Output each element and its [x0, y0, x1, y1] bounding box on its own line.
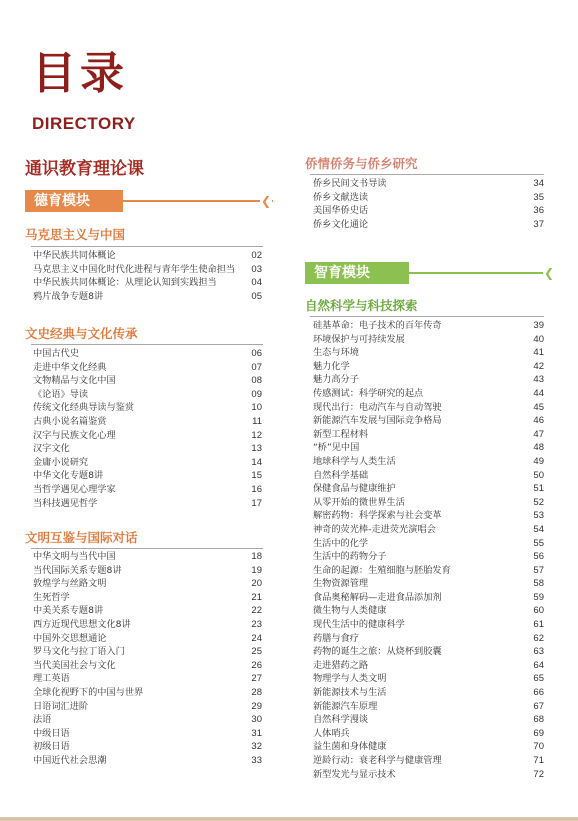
- item-title: 微生物与人类健康: [313, 605, 387, 617]
- item-page: 42: [533, 360, 544, 372]
- item-page: 70: [533, 741, 544, 753]
- item-page: 32: [251, 741, 262, 753]
- item-title: 文物精品与文化中国: [33, 375, 116, 387]
- section-heading-science: 自然科学与科技探索: [305, 298, 418, 313]
- item-page: 13: [251, 443, 262, 455]
- item-page: 56: [533, 551, 544, 563]
- item-page: 64: [533, 659, 544, 671]
- item-title: 走进中华文化经典: [33, 361, 107, 373]
- item-title: 环境保护与可持续发展: [313, 333, 405, 345]
- list-item[interactable]: [313, 455, 544, 469]
- list-item[interactable]: [313, 537, 544, 551]
- item-title: 日语词汇进阶: [33, 700, 89, 712]
- item-page: 69: [533, 727, 544, 739]
- list-item[interactable]: [313, 191, 544, 205]
- list-item[interactable]: [33, 564, 262, 578]
- item-title: 当代国际关系专题8讲: [33, 564, 122, 576]
- item-title: “桥”见中国: [313, 442, 360, 454]
- item-page: 49: [533, 455, 544, 467]
- item-title: 魅力高分子: [313, 374, 359, 386]
- list-item[interactable]: [313, 713, 544, 727]
- item-page: 05: [251, 290, 262, 302]
- list-item[interactable]: [33, 263, 262, 277]
- item-page: 16: [251, 483, 262, 495]
- item-page: 68: [533, 714, 544, 726]
- list-item[interactable]: [313, 346, 544, 360]
- item-page: 24: [251, 632, 262, 644]
- intel-module-line: [409, 272, 553, 274]
- item-page: 31: [251, 727, 262, 739]
- list-item[interactable]: [33, 290, 262, 304]
- list-item[interactable]: [33, 401, 262, 415]
- item-title: 中美关系专题8讲: [33, 605, 104, 617]
- item-title: 从零开始的微世界生活: [313, 496, 405, 508]
- toc-list-civilization: [33, 550, 262, 768]
- moral-module-label: 德育模块: [34, 193, 90, 209]
- list-item[interactable]: [313, 401, 544, 415]
- item-title: 理工英语: [33, 673, 70, 685]
- item-page: 33: [251, 754, 262, 766]
- item-title: 侨乡民间文书导读: [313, 178, 387, 189]
- list-item[interactable]: [33, 249, 262, 263]
- item-page: 55: [533, 537, 544, 549]
- item-title: 侨乡文化通论: [313, 218, 369, 230]
- item-page: 09: [251, 388, 262, 400]
- item-title: 侨乡文献选读: [313, 191, 369, 203]
- item-page: 20: [251, 578, 262, 590]
- list-item[interactable]: [313, 218, 544, 232]
- item-page: 27: [251, 673, 262, 685]
- item-page: 25: [251, 646, 262, 658]
- toc-list-qiao: [313, 177, 544, 231]
- item-title: 自然科学漫谈: [313, 714, 369, 726]
- list-item[interactable]: [33, 700, 262, 714]
- item-page: 15: [251, 470, 262, 482]
- item-title: 敦煌学与丝路文明: [33, 578, 107, 590]
- section-rule: [31, 246, 263, 247]
- list-item[interactable]: [313, 659, 544, 673]
- list-item[interactable]: [33, 672, 262, 686]
- list-item[interactable]: [313, 618, 544, 632]
- item-title: 罗马文化与拉丁语入门: [33, 646, 125, 658]
- list-item[interactable]: [33, 483, 262, 497]
- item-page: 65: [533, 673, 544, 685]
- section-heading-literature: 文史经典与文化传承: [25, 326, 138, 341]
- list-item[interactable]: [33, 415, 262, 429]
- list-item[interactable]: [33, 713, 262, 727]
- list-item[interactable]: [313, 360, 544, 374]
- section-rule: [31, 548, 263, 549]
- list-item[interactable]: [313, 509, 544, 523]
- item-page: 04: [251, 277, 262, 289]
- item-title: 现代生活中的健康科学: [313, 619, 405, 631]
- item-title: 中华文化专题8讲: [33, 470, 104, 482]
- item-title: 中国外交思想通论: [33, 632, 107, 644]
- item-page: 71: [533, 755, 544, 766]
- item-title: 药膳与食疗: [313, 632, 359, 644]
- item-page: 60: [533, 605, 544, 617]
- item-title: 生态与环境: [313, 347, 359, 359]
- list-item[interactable]: [33, 361, 262, 375]
- item-title: 自然科学基础: [313, 469, 369, 481]
- item-title: 新型工程材料: [313, 428, 369, 440]
- item-page: 52: [533, 496, 544, 508]
- list-item[interactable]: [313, 373, 544, 387]
- item-title: 生物资源管理: [313, 578, 369, 590]
- item-page: 21: [251, 591, 262, 603]
- item-title: 古典小说名篇鉴赏: [33, 415, 107, 427]
- item-title: 法语: [33, 714, 52, 726]
- list-item[interactable]: [313, 550, 544, 564]
- item-title: 保健食品与健康维护: [313, 483, 396, 495]
- item-title: 新能源汽车原理: [313, 700, 378, 712]
- list-item[interactable]: [313, 700, 544, 714]
- page-bottom-border: [0, 817, 578, 821]
- item-page: 22: [251, 605, 262, 617]
- item-title: 初级日语: [33, 741, 70, 753]
- list-item[interactable]: [33, 429, 262, 443]
- list-item[interactable]: [313, 564, 544, 578]
- item-title: 当哲学遇见心理学家: [33, 483, 116, 495]
- list-item[interactable]: [313, 204, 544, 218]
- item-title: 汉字与民族文化心理: [33, 429, 116, 441]
- item-page: 03: [251, 263, 262, 275]
- list-item[interactable]: [33, 740, 262, 754]
- item-title: 药物的诞生之旅：从烧杯到胶囊: [313, 646, 442, 658]
- list-item[interactable]: [313, 177, 544, 191]
- list-item[interactable]: [313, 387, 544, 401]
- item-title: 食品奥秘解码—走进食品添加剂: [313, 591, 442, 603]
- list-item[interactable]: [33, 388, 262, 402]
- item-title: 鸦片战争专题8讲: [33, 290, 104, 302]
- list-item[interactable]: [33, 686, 262, 700]
- item-page: 34: [533, 178, 544, 189]
- list-item[interactable]: [313, 632, 544, 646]
- item-page: 62: [533, 632, 544, 644]
- item-page: 53: [533, 510, 544, 522]
- item-title: 新能源技术与生活: [313, 687, 387, 699]
- list-item[interactable]: [313, 591, 544, 605]
- list-item[interactable]: [33, 591, 262, 605]
- list-item[interactable]: [313, 319, 544, 333]
- item-title: 解密药物：科学探索与社会变革: [313, 510, 442, 522]
- item-page: 36: [533, 205, 544, 217]
- item-title: 中国近代社会思潮: [33, 754, 107, 766]
- item-page: 48: [533, 442, 544, 454]
- item-title: 地球科学与人类生活: [313, 455, 396, 467]
- section-rule: [310, 174, 544, 175]
- section-heading-civilization: 文明互鉴与国际对话: [25, 530, 138, 545]
- list-item[interactable]: [33, 618, 262, 632]
- item-page: 51: [533, 483, 544, 495]
- item-page: 29: [251, 700, 262, 712]
- section-heading-marxism: 马克思主义与中国: [25, 227, 126, 242]
- item-title: 新能源汽车发展与国际竞争格局: [313, 415, 442, 427]
- item-page: 06: [251, 348, 262, 359]
- item-title: 逆龄行动：衰老科学与健康管理: [313, 755, 442, 766]
- list-item[interactable]: [33, 442, 262, 456]
- list-item[interactable]: [33, 347, 262, 361]
- list-item[interactable]: [313, 469, 544, 483]
- item-title: 马克思主义中国化时代化进程与青年学生使命担当: [33, 263, 236, 275]
- item-page: 44: [533, 387, 544, 399]
- item-page: 57: [533, 564, 544, 576]
- list-item[interactable]: [33, 659, 262, 673]
- list-item[interactable]: [33, 604, 262, 618]
- item-page: 18: [251, 551, 262, 562]
- item-page: 47: [533, 428, 544, 440]
- item-title: 全球化视野下的中国与世界: [33, 686, 144, 698]
- item-title: 汉字文化: [33, 443, 70, 455]
- item-page: 41: [533, 347, 544, 359]
- item-page: 61: [533, 619, 544, 631]
- list-item[interactable]: [33, 632, 262, 646]
- item-title: 魅力化学: [313, 360, 350, 372]
- list-item[interactable]: [33, 374, 262, 388]
- item-page: 45: [533, 401, 544, 413]
- toc-list-literature: [33, 347, 262, 510]
- list-item[interactable]: [313, 604, 544, 618]
- item-page: 26: [251, 659, 262, 671]
- item-page: 59: [533, 591, 544, 603]
- main-heading: 通识教育理论课: [25, 159, 144, 179]
- item-page: 58: [533, 578, 544, 590]
- item-title: 神奇的荧光棒-走进荧光演唱会: [313, 523, 436, 535]
- moral-module-line: [123, 200, 273, 202]
- item-page: 19: [251, 564, 262, 576]
- item-title: 金庸小说研究: [33, 456, 89, 468]
- list-item[interactable]: [33, 276, 262, 290]
- section-rule: [310, 316, 544, 317]
- item-title: 走进猎药之路: [313, 659, 369, 671]
- item-page: 54: [533, 523, 544, 535]
- intel-module-bar: [305, 262, 555, 284]
- item-page: 72: [533, 768, 544, 780]
- item-title: 新型发光与显示技术: [313, 768, 396, 780]
- item-page: 08: [251, 375, 262, 387]
- item-title: 西方近现代思想文化8讲: [33, 618, 131, 630]
- item-title: 传统文化经典导读与鉴赏: [33, 402, 135, 414]
- list-item[interactable]: [33, 497, 262, 511]
- list-item[interactable]: [313, 672, 544, 686]
- list-item[interactable]: [313, 740, 544, 754]
- item-title: 当代美国社会与文化: [33, 659, 116, 671]
- list-item[interactable]: [33, 727, 262, 741]
- moral-module-bar: [25, 190, 274, 212]
- item-title: 益生菌和身体健康: [313, 741, 387, 753]
- list-item[interactable]: [313, 414, 544, 428]
- item-page: 66: [533, 687, 544, 699]
- item-title: 中国古代史: [33, 348, 79, 359]
- section-rule: [31, 344, 263, 345]
- list-item[interactable]: [313, 645, 544, 659]
- item-title: 传感测试：科学研究的起点: [313, 387, 424, 399]
- item-page: 30: [251, 714, 262, 726]
- item-page: 28: [251, 686, 262, 698]
- item-title: 生命的起源：生殖细胞与胚胎发育: [313, 564, 451, 576]
- section-heading-qiao: 侨情侨务与侨乡研究: [305, 156, 418, 171]
- toc-list-science: [313, 319, 544, 781]
- list-item[interactable]: [33, 754, 262, 768]
- item-page: 11: [252, 415, 262, 427]
- item-page: 67: [533, 700, 544, 712]
- chevron-left-icon: ❮: [260, 194, 272, 208]
- list-item[interactable]: [313, 333, 544, 347]
- item-title: 中级日语: [33, 727, 70, 739]
- item-title: 硅基革命：电子技术的百年传奇: [313, 320, 442, 331]
- item-page: 50: [533, 469, 544, 481]
- item-title: 物理学与人类文明: [313, 673, 387, 685]
- item-title: 生死哲学: [33, 591, 70, 603]
- page-title: 目录: [32, 48, 128, 99]
- list-item[interactable]: [33, 469, 262, 483]
- item-title: 中华民族共同体概论: [33, 250, 116, 261]
- item-page: 12: [251, 429, 262, 441]
- item-page: 40: [533, 333, 544, 345]
- chevron-left-icon: ❮: [543, 266, 555, 280]
- list-item[interactable]: [33, 645, 262, 659]
- item-title: 人体哨兵: [313, 727, 350, 739]
- item-page: 23: [251, 618, 262, 630]
- item-title: 生活中的化学: [313, 537, 369, 549]
- item-title: 《论语》导读: [33, 388, 89, 400]
- item-title: 生活中的药物分子: [313, 551, 387, 563]
- item-page: 07: [251, 361, 262, 373]
- list-item[interactable]: [33, 577, 262, 591]
- item-page: 43: [533, 374, 544, 386]
- item-page: 46: [533, 415, 544, 427]
- list-item[interactable]: [313, 482, 544, 496]
- item-title: 当科技遇见哲学: [33, 497, 98, 509]
- item-title: 中华民族共同体概论：从理论认知到实践担当: [33, 277, 217, 289]
- intel-module-label: 智育模块: [314, 265, 370, 281]
- list-item[interactable]: [33, 456, 262, 470]
- item-title: 美国华侨史话: [313, 205, 369, 217]
- page-subtitle: DIRECTORY: [32, 114, 136, 133]
- item-page: 10: [251, 402, 262, 414]
- item-page: 35: [533, 191, 544, 203]
- list-item[interactable]: [313, 428, 544, 442]
- item-title: 现代出行：电动汽车与自动驾驶: [313, 401, 442, 413]
- list-item[interactable]: [33, 550, 262, 564]
- toc-list-marxism: [33, 249, 262, 303]
- list-item[interactable]: [313, 754, 544, 768]
- item-page: 02: [251, 250, 262, 261]
- item-page: 37: [533, 218, 544, 230]
- item-page: 14: [251, 456, 262, 468]
- list-item[interactable]: [313, 768, 544, 782]
- list-item[interactable]: [313, 577, 544, 591]
- list-item[interactable]: [313, 441, 544, 455]
- item-page: 17: [251, 497, 262, 509]
- list-item[interactable]: [313, 523, 544, 537]
- item-page: 39: [533, 320, 544, 331]
- list-item[interactable]: [313, 496, 544, 510]
- list-item[interactable]: [313, 686, 544, 700]
- item-title: 中华文明与当代中国: [33, 551, 116, 562]
- list-item[interactable]: [313, 727, 544, 741]
- item-page: 63: [533, 646, 544, 658]
